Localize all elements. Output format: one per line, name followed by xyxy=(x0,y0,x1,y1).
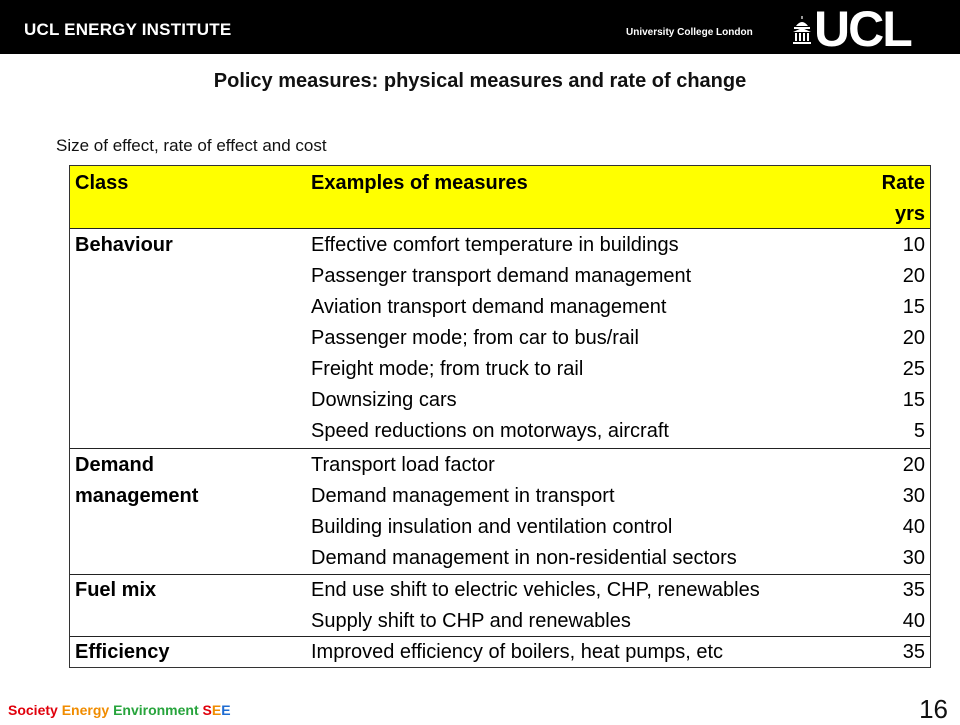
college-name: University College London xyxy=(626,27,753,38)
table-row: Speed reductions on motorways, aircraft xyxy=(311,420,669,442)
table-row: End use shift to electric vehicles, CHP, renewables xyxy=(311,579,760,601)
institute-name: UCL ENERGY INSTITUTE xyxy=(24,20,232,39)
divider xyxy=(70,448,930,449)
class-fuel-mix: Fuel mix xyxy=(75,579,157,601)
footer-acronym xyxy=(203,702,231,718)
rate-value: 35 xyxy=(902,641,925,663)
footer-environment: Environment xyxy=(113,702,199,718)
subtitle: Size of effect, rate of effect and cost xyxy=(56,136,327,155)
measures-table xyxy=(69,165,931,668)
table-row: Demand management in non-residential sectors xyxy=(311,547,737,569)
header-class: Class xyxy=(75,172,129,194)
class-demand: Demand xyxy=(75,454,154,476)
header-rate-unit: yrs xyxy=(894,203,925,225)
class-efficiency: Efficiency xyxy=(75,641,170,663)
rate-value: 30 xyxy=(902,547,925,569)
class-demand-line2: management xyxy=(75,485,199,507)
page-number: 16 xyxy=(919,694,948,724)
table-row: Effective comfort temperature in buildings xyxy=(311,234,679,256)
table-row: Transport load factor xyxy=(311,454,495,476)
table-row: Downsizing cars xyxy=(311,389,457,411)
page-title: Policy measures: physical measures and rate of change xyxy=(213,70,747,92)
header-rate: Rate xyxy=(881,172,925,194)
table-row: Demand management in transport xyxy=(311,485,615,507)
rate-value: 40 xyxy=(902,610,925,632)
footer-acronym-e2: E xyxy=(221,702,231,718)
rate-value: 20 xyxy=(902,265,925,287)
table-row: Freight mode; from truck to rail xyxy=(311,358,584,380)
header-bar xyxy=(0,0,960,57)
footer-tagline xyxy=(8,702,231,718)
rate-value: 10 xyxy=(902,234,925,256)
table-row: Aviation transport demand management xyxy=(311,296,667,318)
rate-value: 25 xyxy=(902,358,925,380)
class-behaviour: Behaviour xyxy=(75,234,173,256)
rate-value: 30 xyxy=(902,485,925,507)
portico-icon xyxy=(792,16,812,46)
table-row: Improved efficiency of boilers, heat pumps, etc xyxy=(311,641,724,663)
rate-value: 20 xyxy=(902,327,925,349)
footer-society: Society xyxy=(8,702,58,718)
rate-value: 15 xyxy=(902,389,925,411)
divider xyxy=(70,228,930,229)
rate-value: 5 xyxy=(913,420,925,442)
header-measures: Examples of measures xyxy=(311,172,528,194)
table-row: Passenger mode; from car to bus/rail xyxy=(311,327,639,349)
footer-acronym-e1: E xyxy=(211,702,222,718)
rate-value: 20 xyxy=(902,454,925,476)
footer-acronym-s: S xyxy=(202,702,212,718)
rate-value: 40 xyxy=(902,516,925,538)
ucl-logo xyxy=(792,1,932,57)
footer-energy: Energy xyxy=(61,702,110,718)
table-row: Supply shift to CHP and renewables xyxy=(311,610,631,632)
rate-value: 35 xyxy=(902,579,925,601)
rate-value: 15 xyxy=(902,296,925,318)
table-row: Passenger transport demand management xyxy=(311,265,692,287)
logo-wordmark: UCL xyxy=(814,1,911,57)
table-row: Building insulation and ventilation control xyxy=(311,516,673,538)
